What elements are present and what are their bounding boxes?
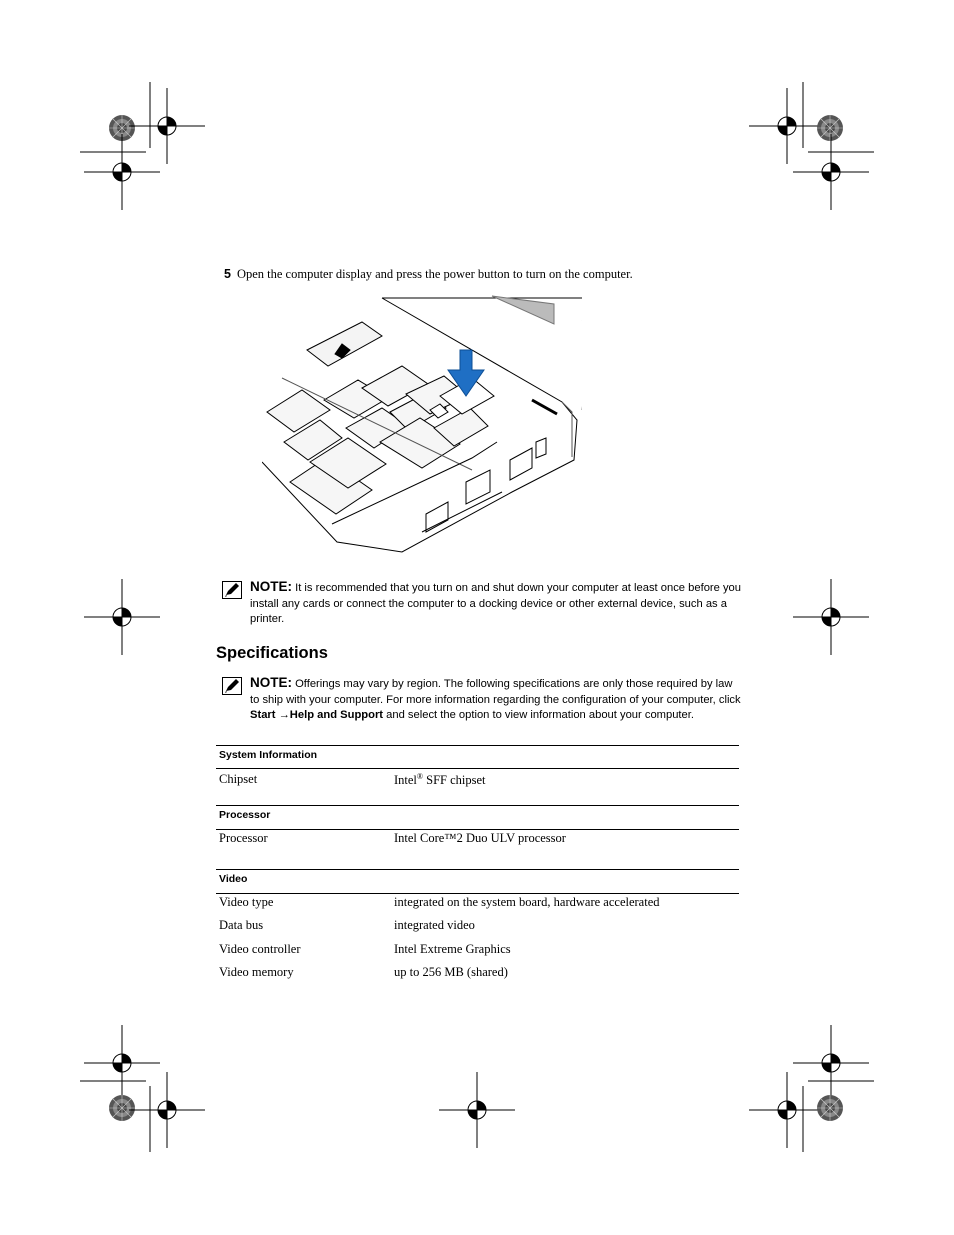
table-row-value: Intel Extreme Graphics (394, 942, 511, 956)
note-1-body (250, 579, 742, 628)
color-target-icon (817, 115, 843, 141)
note-label: NOTE: (250, 675, 292, 690)
section-heading: Specifications (216, 644, 328, 662)
note-1-text: It is recommended that you turn on and shut down your computer at least once before you install any cards or connect the computer to a docking device or other external device, such as a printer. (250, 582, 742, 626)
registration-mark-icon (749, 1072, 825, 1148)
note-1 (222, 579, 742, 627)
color-target-icon (109, 1095, 135, 1121)
registration-mark-icon (129, 1072, 205, 1148)
note-2 (222, 675, 742, 723)
registration-mark-icon (84, 579, 160, 655)
section-title-video: Video (219, 873, 248, 885)
table-row-label: Video memory (219, 965, 294, 979)
registration-mark-icon (793, 134, 869, 210)
table-row-value: up to 256 MB (shared) (394, 965, 508, 979)
note-pencil-icon (222, 677, 242, 695)
processor-value: Intel Core™2 Duo ULV processor (394, 831, 566, 845)
registration-mark-icon (84, 1025, 160, 1101)
note-pencil-icon (222, 581, 242, 599)
section-title-system-information: System Information (219, 749, 318, 761)
table-row-label: Video controller (219, 942, 301, 956)
note-2-text-after: and select the option to view information about your computer. (386, 709, 694, 722)
processor-label: Processor (219, 831, 268, 845)
laptop-power-button-illustration (262, 292, 582, 562)
note-2-body (250, 675, 742, 724)
registration-mark-icon (439, 1072, 515, 1148)
note-2-text: Offerings may vary by region. The following specifications are only those required by law to ship with your computer. For more information regarding the configuration of your computer, click (250, 678, 741, 706)
table-row-label: Video type (219, 895, 274, 909)
registration-mark-icon (793, 579, 869, 655)
help-support-reference: Help and Support (289, 709, 384, 722)
step-5 (224, 266, 633, 282)
table-row-value: integrated on the system board, hardware accelerated (394, 895, 660, 909)
chipset-value: Intel® SFF chipset (394, 772, 486, 788)
start-menu-reference: Start (250, 709, 276, 722)
menu-arrow: → (278, 709, 290, 722)
color-target-icon (817, 1095, 843, 1121)
step-text: Open the computer display and press the power button to turn on the computer. (236, 267, 633, 281)
registration-mark-icon (84, 134, 160, 210)
chipset-label: Chipset (219, 772, 258, 786)
registration-mark-icon (129, 88, 205, 164)
table-row-value: integrated video (394, 918, 475, 932)
step-number: 5 (224, 267, 231, 281)
registration-mark-icon (749, 88, 825, 164)
registration-mark-icon (793, 1025, 869, 1101)
note-label: NOTE: (250, 579, 292, 594)
section-title-processor: Processor (219, 809, 271, 821)
table-row-label: Data bus (219, 918, 264, 932)
